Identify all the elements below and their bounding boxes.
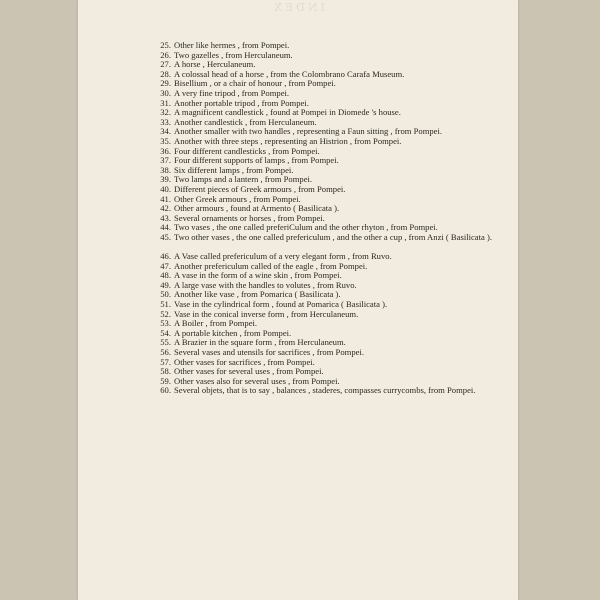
entry-text: Another smaller with two handles , representing a Faun sitting , from Pompei. — [174, 126, 443, 137]
entry-text: Other armours , found at Armento ( Basilicata ). — [174, 203, 340, 214]
entry-number: 27. — [160, 59, 171, 70]
entry-number: 39. — [160, 174, 171, 185]
entry-number: 55. — [160, 337, 171, 348]
entry-number: 37. — [160, 155, 171, 166]
entry-number: 51. — [160, 299, 171, 310]
bleed-through-header: INDEX — [271, 1, 325, 14]
entry-number: 57. — [160, 356, 171, 367]
entry-number: 31. — [160, 97, 171, 108]
entry-number: 53. — [160, 318, 171, 329]
index-entry — [78, 233, 518, 252]
entry-number: 45. — [160, 231, 171, 242]
entry-text: Vase in the conical inverse form , from Herculaneum. — [174, 308, 359, 319]
entry-text: Other like hermes , from Pompei. — [174, 40, 290, 50]
entry-text: Other Greek armours , from Pompei. — [174, 193, 301, 204]
entry-number: 26. — [160, 49, 171, 60]
entry-number: 33. — [160, 116, 171, 127]
entry-text: A large vase with the handles to volutes , from Ruvo. — [174, 279, 357, 290]
entry-text: Other vases for sacrifices , from Pompei. — [174, 356, 315, 367]
entry-text: Bisellium , or a chair of honour , from Pompei. — [174, 78, 336, 89]
entry-number: 58. — [160, 366, 171, 377]
entry-number: 59. — [160, 375, 171, 386]
entry-text: Other vases for several uses , from Pompei. — [174, 366, 324, 377]
entry-number: 36. — [160, 145, 171, 156]
entry-number: 30. — [160, 87, 171, 98]
entry-text: A portable kitchen , from Pompei. — [174, 327, 292, 338]
entry-text: Another with three steps , representing an Histrion , from Pompei. — [174, 135, 402, 146]
entry-number: 41. — [160, 193, 171, 204]
entry-text: A Vase called prefericulum of a very elegant form , from Ruvo. — [174, 251, 392, 262]
entry-text: Another candlestick , from Herculaneum. — [174, 116, 317, 127]
index-entry — [78, 79, 518, 89]
entry-number: 34. — [160, 126, 171, 137]
entry-number: 38. — [160, 164, 171, 175]
entry-text: Four different candlesticks , from Pompei. — [174, 145, 320, 156]
entry-text: A very fine tripod , from Pompei. — [174, 87, 290, 98]
entry-number: 29. — [160, 78, 171, 89]
entry-number: 52. — [160, 308, 171, 319]
entry-text: Two lamps and a lantern , from Pompei. — [174, 174, 313, 185]
entry-number: 42. — [160, 203, 171, 214]
entry-text: Different pieces of Greek armours , from Pompei. — [174, 183, 346, 194]
entry-text: Several objets, that is to say , balances , staderes, compasses currycombs, from Pompei. — [174, 385, 476, 396]
entry-number: 40. — [160, 183, 171, 194]
entry-number: 46. — [160, 251, 171, 262]
index-list — [78, 41, 518, 406]
entry-text: Four different supports of lamps , from Pompei. — [174, 155, 339, 166]
entry-number: 50. — [160, 289, 171, 300]
entry-text: Six different lamps , from Pompei. — [174, 164, 294, 175]
entry-number: 60. — [160, 385, 171, 396]
entry-text: A Brazier in the square form , from Herculaneum. — [174, 337, 346, 348]
entry-text: A Boiler , from Pompei. — [174, 318, 258, 329]
entry-text: Another portable tripod , from Pompei. — [174, 97, 309, 108]
entry-text: A magnificent candlestick , found at Pompei in Diomede 's house. — [174, 107, 401, 118]
entry-number: 43. — [160, 212, 171, 223]
entry-text: Two gazelles , from Herculaneum. — [174, 49, 293, 60]
entry-number: 48. — [160, 270, 171, 281]
entry-number: 35. — [160, 135, 171, 146]
index-entry — [78, 386, 518, 405]
entry-text: Another prefericulum called of the eagle , from Pompei. — [174, 260, 368, 271]
index-entry — [78, 156, 518, 166]
entry-text: Vase in the cylindrical form , found at Pomarica ( Basilicata ). — [174, 299, 388, 310]
entry-text: A horse , Herculaneum. — [174, 59, 256, 70]
entry-text: Two other vases , the one called prefericulum , and the other a cup , from Anzi ( Basilicata ). — [174, 231, 492, 242]
entry-text: Other vases also for several uses , from Pompei. — [174, 375, 340, 386]
entry-number: 28. — [160, 68, 171, 79]
entry-number: 25. — [160, 40, 171, 50]
book-page — [78, 0, 518, 600]
entry-number: 54. — [160, 327, 171, 338]
index-entry — [78, 51, 518, 61]
index-entry — [78, 310, 518, 320]
entry-text: A colossal head of a horse , from the Colombrano Carafa Museum. — [174, 68, 405, 79]
entry-text: Two vases , the one called preferiCulum and the other rhyton , from Pompei. — [174, 222, 438, 233]
entry-number: 47. — [160, 260, 171, 271]
entry-number: 49. — [160, 279, 171, 290]
entry-number: 56. — [160, 347, 171, 357]
index-entry — [78, 319, 518, 329]
index-entry — [78, 41, 518, 51]
entry-text: Another like vase , from Pomarica ( Basilicata ). — [174, 289, 341, 300]
entry-number: 44. — [160, 222, 171, 233]
entry-text: Several ornaments or horses , from Pompei. — [174, 212, 325, 223]
entry-text: Several vases and utensils for sacrifices , from Pompei. — [174, 347, 364, 357]
entry-number: 32. — [160, 107, 171, 118]
entry-text: A vase in the form of a wine skin , from Pompei. — [174, 270, 342, 281]
